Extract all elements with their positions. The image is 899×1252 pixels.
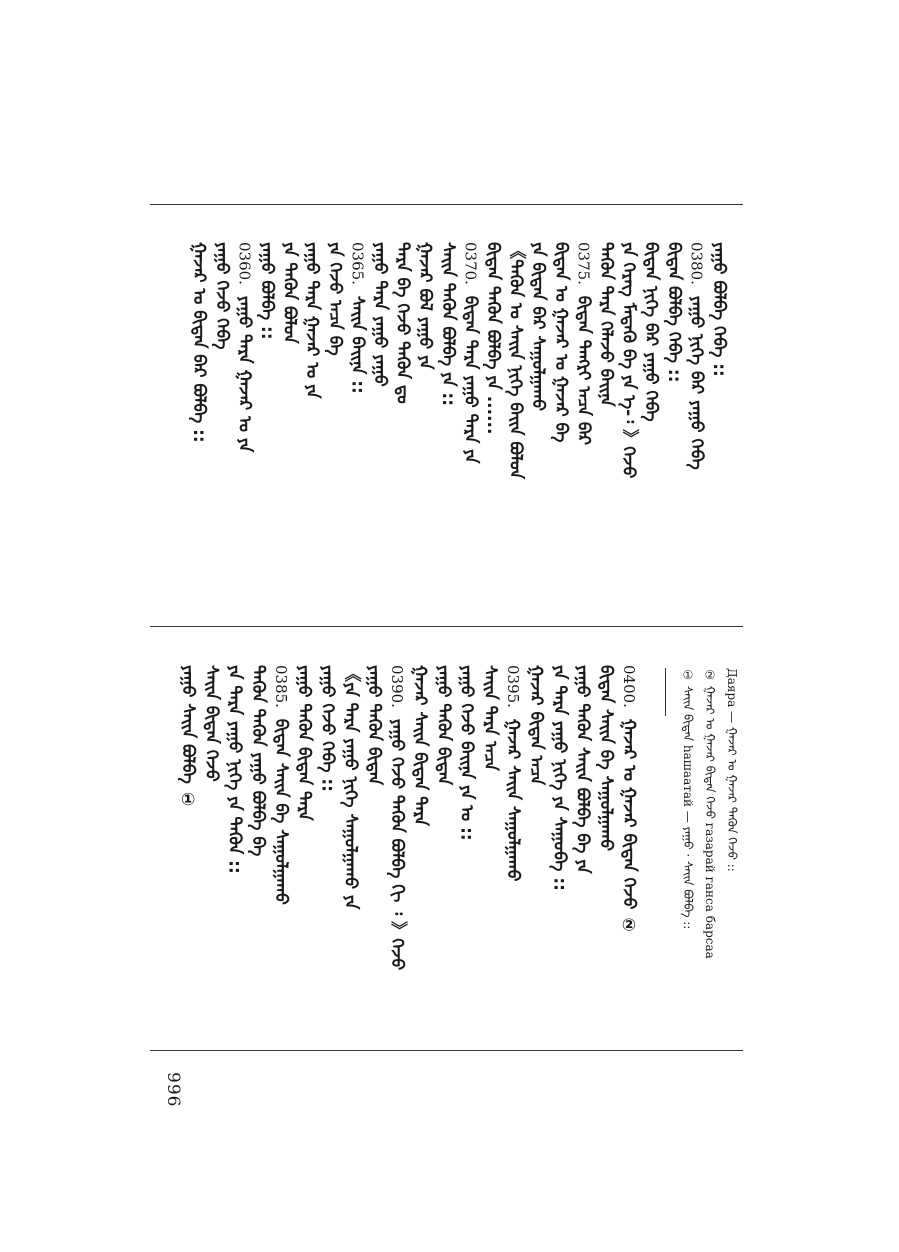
line-text: ᠪᠢᠳᠡᠨ ᠣ ᠭᠠᠵᠠᠷ ᠣ ᠭᠠᠵᠠᠷ ᠪᠠ [550,242,571,443]
lower-line [458,665,475,841]
line-text: ᠪᠢᠳᠡᠨ ᠰᠠᠢᠨ ᠪᠠ ᠰᠠᠭᠤᠯᠭᠠᠬᠤ [595,665,616,852]
line-text: ᠪᠢᠳᠡᠨ ᠲᠡᠷᠡ ᠶᠠᠭᠤ ᠲᠡᠷᠡ ᠶᠠ [460,295,481,464]
line-text: 《ᠶᠠ ᠲᠡᠷᠡ ᠶᠠᠭᠤ ᠨᠢᠭᠡ ᠰᠠᠭᠤᠯᠭᠠᠬᠤ ᠶᠠ [340,665,361,910]
footnote-separator [665,668,666,716]
middle-rule [150,626,743,627]
upper-line [552,242,569,442]
lower-line [249,665,266,856]
line-text: ᠶᠠᠭᠤ ᠲᠡᠭᠦᠨ ᠪᠢᠳᠡᠨ [363,665,384,786]
line-text: ᠶᠠᠭᠤ ᠲᠡᠷᠡ ᠭᠠᠵᠠᠷ ᠤ ᠶᠠ [234,295,255,453]
line-text: ᠰᠠᠢᠨ ᠪᠢᠳᠡᠨ ᠭᠡᠵᠦ [201,665,222,782]
line-text: ᠭᠠᠵᠠᠷ ᠤ ᠪᠢᠳᠡᠨ ᠪᠠᠷ ᠪᠣᠯᠪᠠ :: [189,242,210,443]
line-number: 0360. [235,242,254,290]
upper-line [347,242,368,394]
line-text: ᠶᠠᠭᠤ ᠭᠡᠵᠦ ᠲᠡᠭᠦᠨ ᠪᠣᠯᠪᠠ ᠬᠢ ᠄ 》ᠭᠡᠵᠦ [387,718,407,971]
line-text: ᠲᠡᠷᠡ ᠪᠠ ᠭᠡᠵᠦ ᠲᠡᠭᠦᠨ ᠳᠤ [392,242,413,404]
line-text: ᠭᠠᠵᠠᠷ ᠰᠠᠢᠨ ᠰᠠᠭᠤᠯᠭᠠᠬᠤ [503,718,523,882]
footnote-line: ① ᠰᠠᠢᠨ ᠪᠢᠳᠡᠨ hашаатай — ᠶᠠᠭᠤ · ᠰᠠᠢᠨ ᠪᠣᠯᠪᠠ :: [681,668,695,930]
line-text: 《ᠲᠡᠭᠦᠨ ᠤ ᠰᠠᠢᠨ ᠨᠢᠭᠡ ᠪᠠᠢᠨ ᠪᠣᠯᠤᠨ [505,242,526,480]
upper-line [302,242,323,399]
upper-line [326,242,343,356]
lower-line [526,665,547,786]
line-text: ᠶᠠ ᠲᠡᠷᠡ ᠶᠠᠭᠤ ᠨᠢᠭᠡ ᠶᠠ ᠲᠡᠭᠦᠨ :: [224,665,245,874]
line-text: ᠶᠠᠭᠤ ᠲᠡᠭᠦᠨ ᠰᠠᠢᠨ ᠪᠣᠯᠪᠠ ᠪᠠ ᠶᠠ [572,665,593,874]
upper-line [439,242,456,406]
line-text: ᠪᠢᠳᠡᠨ ᠰᠠᠢᠨ ᠪᠠ ᠰᠠᠭᠤᠯᠭᠠᠬᠤ [271,718,291,905]
line-text: ᠶᠠᠭᠤ ᠲᠡᠷᠡ ᠭᠠᠵᠠᠷ ᠤ ᠶᠠ [302,242,323,399]
line-text: ᠶᠠᠭᠤ ᠪᠣᠯᠪᠠ ᠭᠡᠪᠡ :: [709,242,729,377]
page-number: 996 [163,1072,183,1108]
upper-line [528,242,549,412]
line-text: ᠶᠠ ᠲᠡᠷᠡ ᠶᠠᠭᠤ ᠨᠢᠭᠡ ᠶᠠ ᠰᠠᠭᠤᠪᠠ :: [549,665,570,891]
line-text: ᠰᠠᠢᠨ ᠪᠠᠢᠨᠠ :: [347,295,368,394]
lower-line [620,665,637,935]
upper-line [258,242,275,340]
line-text: ᠪᠢᠳᠡᠨ ᠲᠡᠭᠦᠨ ᠪᠣᠯᠪᠠ ᠶᠠ ...... [483,242,503,435]
lower-line [201,665,222,782]
lower-line [433,665,454,786]
upper-line [710,242,727,377]
line-text: ᠭᠠᠵᠠᠷ ᠤ ᠭᠠᠵᠠᠷ ᠪᠢᠳᠡᠨ ᠭᠡᠵᠦ ② [619,718,639,936]
bottom-rule [150,1050,743,1051]
line-text: ᠭᠠᠵᠠᠷ ᠪᠢᠳᠡᠨ ᠠᠴᠠ [526,665,547,786]
upper-line [415,242,436,370]
line-text: ᠶᠠᠭᠤ ᠭᠡᠵᠦ ᠭᠡᠪᠡ [211,242,232,350]
line-number: 0375. [574,242,593,290]
lower-line [410,665,431,826]
line-text: ᠶᠠ ᠪᠢᠳᠡᠨ ᠪᠡᠷ ᠰᠠᠭᠤᠯᠭᠠᠬᠤ [528,242,549,412]
line-text: ᠶᠠ ᠲᠡᠭᠦᠨ ᠪᠣᠯᠤᠨ [279,242,300,344]
lower-line [481,665,498,771]
upper-line [460,242,481,464]
line-text: ᠶᠠᠭᠤ ᠲᠡᠷᠡ ᠶᠠᠭᠤ ᠶᠠᠭᠤ [370,242,390,387]
upper-line [371,242,388,387]
footnote-line: ② ᠭᠠᠵᠠᠷ ᠤ ᠭᠠᠵᠠᠷ ᠪᠢᠳᠡᠨ ᠭᠡᠵᠦ газарай ганса барсаа [703,668,717,959]
lower-line [388,665,405,970]
line-text: ᠪᠢᠳᠡᠨ ᠨᠢᠭᠡ ᠪᠠᠷ ᠶᠠᠭᠤ ᠭᠡᠪᠡ [641,242,662,422]
line-text: ᠶᠠ ᠭᠡᠵᠦ ᠠᠴᠠ ᠪᠠ [324,242,345,356]
lower-line [597,665,614,851]
line-text: ᠶᠠᠭᠤ ᠰᠠᠢᠨ ᠪᠣᠯᠪᠠ ① [178,665,199,810]
line-number: 0370. [461,242,480,290]
lower-line [342,665,359,909]
line-text: ᠲᠡᠭᠦᠨ ᠲᠡᠷᠡ ᠬᠡᠯᠡᠵᠦ ᠪᠠᠢᠨᠠ [596,242,616,407]
upper-line [641,242,662,422]
line-text: ᠪᠢᠳᠡᠨ ᠪᠣᠯᠪᠠ ᠭᠡᠪᠡ :: [663,242,684,383]
line-number: 0365. [348,242,367,290]
upper-line [620,242,637,478]
lower-line [549,665,570,891]
line-text: ᠶᠠᠭᠤ ᠲᠡᠭᠦᠨ ᠪᠢᠳᠡᠨ [433,665,454,786]
upper-line [213,242,230,349]
line-number: 0390. [388,665,406,713]
lower-line [504,665,521,881]
line-number: 0395. [504,665,522,713]
line-text: ᠶᠠᠭᠤ ᠭᠡᠵᠦ ᠭᠡᠪᠡ :: [317,665,338,792]
line-text: ᠰᠠᠢᠨ ᠲᠡᠷᠡ ᠠᠴᠠ [479,665,500,771]
upper-line [597,242,614,407]
line-text: ᠶᠠᠭᠤ ᠪᠣᠯᠪᠠ :: [257,242,277,340]
line-number: 0400. [620,665,638,713]
line-text: ᠶᠠᠭᠤ ᠨᠢᠭᠡ ᠪᠠᠷ ᠶᠠᠭᠤ ᠭᠡᠪᠡ [686,295,707,470]
upper-line [234,242,255,453]
line-text: ᠰᠠᠢᠨ ᠲᠡᠭᠦᠨ ᠪᠣᠯᠪᠠ ᠶᠠ :: [437,242,458,406]
line-text: ᠶᠠᠭᠤ ᠲᠡᠭᠦᠨ ᠪᠢᠳᠡᠨ ᠲᠡᠷᠡ [294,665,315,821]
lower-line [294,665,315,821]
lower-line [178,665,199,810]
footnote-line: Даяра — ᠭᠠᠵᠠᠷ ᠤ ᠭᠠᠵᠠᠷ ᠲᠡᠭᠦᠨ ᠭᠡᠵᠦ :: [725,668,739,872]
lower-line [272,665,289,905]
line-text: ᠶᠠ ᠬᠡᠷᠡᠭ ᠮᠡᠳᠡᠬᠦ ᠪᠠ ᠶᠠ ᠡ-᠄ 》ᠭᠡᠵᠦ [618,242,639,479]
upper-line [189,242,210,443]
line-text: ᠲᠡᠭᠦᠨ ᠲᠡᠭᠦᠨ ᠶᠠᠭᠤ ᠪᠣᠯᠪᠠ ᠪᠠ [247,665,268,857]
line-number: 0380. [687,242,706,290]
upper-line [394,242,411,404]
lower-line [317,665,338,792]
upper-line [665,242,682,383]
upper-line [573,242,594,446]
line-number: 0385. [272,665,290,713]
line-text: ᠶᠠᠭᠤ ᠭᠡᠵᠦ ᠪᠠᠢᠨᠠ ᠶᠠ ᠤ :: [456,665,477,841]
upper-line [281,242,298,344]
line-text: ᠭᠠᠵᠠᠷ ᠰᠠᠢᠨ ᠪᠢᠳᠡᠨ ᠲᠡᠷᠡ [410,665,431,826]
top-rule [150,204,743,205]
line-text: ᠭᠠᠵᠠᠷ ᠪᠣᠯ ᠶᠠᠭᠤ ᠶᠠ [415,242,436,370]
line-text: ᠪᠢᠳᠡᠨ ᠲᠡᠩᠷᠢ ᠠᠴᠠ ᠪᠡᠷ [573,295,594,446]
lower-line [365,665,382,785]
lower-line [574,665,591,874]
upper-line [484,242,501,434]
lower-line [226,665,243,874]
upper-line [507,242,524,479]
upper-line [686,242,707,470]
